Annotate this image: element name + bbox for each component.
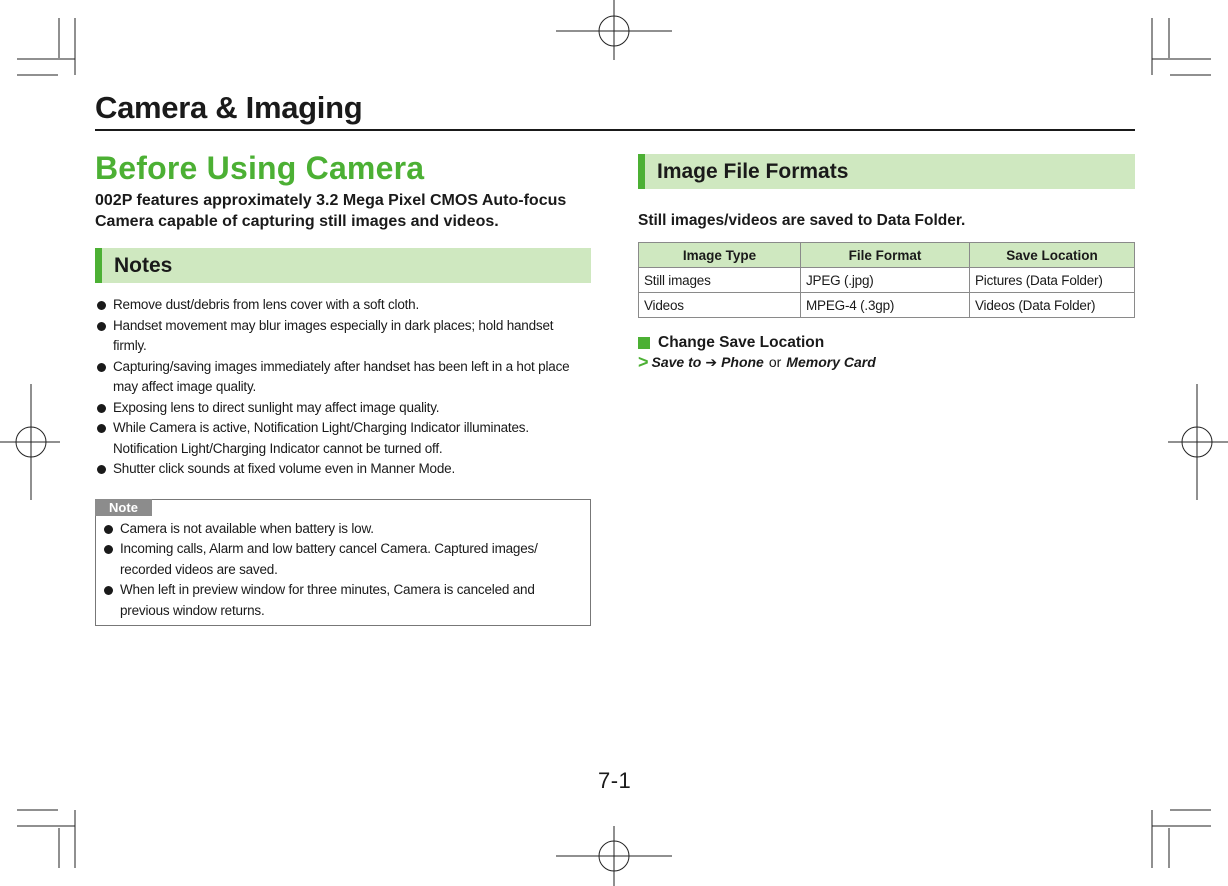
bullet-icon xyxy=(104,545,113,554)
bullet-icon xyxy=(97,424,106,433)
table-cell: Pictures (Data Folder) xyxy=(970,268,1135,293)
table-row xyxy=(639,268,1135,293)
bullet-icon xyxy=(97,322,106,331)
intro-line-1: 002P features approximately 3.2 Mega Pixel CMOS Auto-focus xyxy=(95,192,567,209)
table-row xyxy=(639,293,1135,318)
column-header: Save Location xyxy=(970,243,1135,268)
note-list xyxy=(102,519,580,622)
bullet-icon xyxy=(104,586,113,595)
formats-table xyxy=(638,242,1135,318)
intro-text xyxy=(95,190,591,232)
list-item: While Camera is active, Notification Light/Charging Indicator illuminates. Notification Light/Charging Indicator cannot be turned off. xyxy=(95,418,591,459)
table-cell: JPEG (.jpg) xyxy=(801,268,970,293)
chapter-title: Camera & Imaging xyxy=(95,90,363,125)
table-header-row xyxy=(639,243,1135,268)
menu-option-memory-card: Memory Card xyxy=(786,354,876,370)
formats-lead: Still images/videos are saved to Data Folder. xyxy=(638,212,966,229)
column-header: File Format xyxy=(801,243,970,268)
page-number: 7-1 xyxy=(598,768,632,793)
save-location-heading: Change Save Location xyxy=(638,333,1135,353)
table-cell: Still images xyxy=(639,268,801,293)
right-column xyxy=(638,154,1135,371)
list-item: Exposing lens to direct sunlight may affect image quality. xyxy=(95,398,591,419)
bullet-icon xyxy=(97,465,106,474)
left-column xyxy=(95,150,591,626)
chapter-rule xyxy=(95,129,1135,131)
menu-option-phone: Phone xyxy=(721,354,764,370)
bullet-icon xyxy=(104,525,113,534)
list-item: Shutter click sounds at fixed volume even in Manner Mode. xyxy=(95,459,591,480)
arrow-right-icon: ➔ xyxy=(705,354,718,370)
list-item: Camera is not available when battery is low. xyxy=(102,519,580,540)
page-heading: Before Using Camera xyxy=(95,150,425,186)
note-tag: Note xyxy=(95,499,152,516)
table-cell: Videos (Data Folder) xyxy=(970,293,1135,318)
square-bullet-icon xyxy=(638,337,650,349)
formats-section-title: Image File Formats xyxy=(638,154,1135,189)
list-item: Incoming calls, Alarm and low battery cancel Camera. Captured images/ recorded videos are saved. xyxy=(102,539,580,580)
note-box xyxy=(95,499,591,627)
table-cell: MPEG-4 (.3gp) xyxy=(801,293,970,318)
list-item: Remove dust/debris from lens cover with a soft cloth. xyxy=(95,295,591,316)
list-item: When left in preview window for three minutes, Camera is canceled and previous window returns. xyxy=(102,580,580,621)
bullet-icon xyxy=(97,363,106,372)
column-header: Image Type xyxy=(639,243,801,268)
menu-step-save-to: Save to xyxy=(651,354,702,370)
or-text: or xyxy=(768,354,782,370)
notes-section-title: Notes xyxy=(95,248,591,283)
bullet-icon xyxy=(97,301,106,310)
intro-line-2: Camera capable of capturing still images and videos. xyxy=(95,213,499,230)
caret-icon: > xyxy=(638,352,649,372)
operation-path xyxy=(638,353,1135,371)
table-cell: Videos xyxy=(639,293,801,318)
bullet-icon xyxy=(97,404,106,413)
list-item: Handset movement may blur images especially in dark places; hold handset firmly. xyxy=(95,316,591,357)
notes-list xyxy=(95,295,591,480)
list-item: Capturing/saving images immediately after handset has been left in a hot place may affect image quality. xyxy=(95,357,591,398)
